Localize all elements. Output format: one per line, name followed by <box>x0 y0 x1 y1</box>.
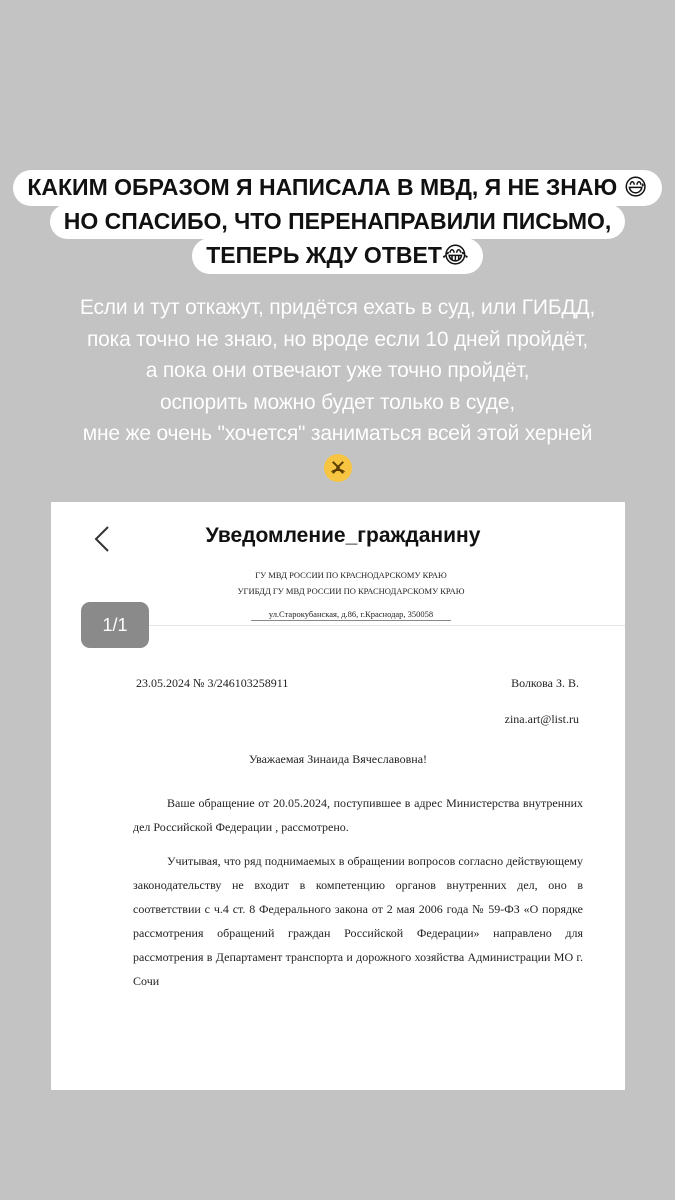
caption-line-3 <box>192 238 483 274</box>
subtext-line-1: Если и тут откажут, придётся ехать в суд, или ГИБДД, <box>79 296 596 319</box>
org-line-1: ГУ МВД РОССИИ ПО КРАСНОДАРСКОМУ КРАЮ <box>255 570 447 580</box>
greeting: Уважаемая Зинаида Вячеславовна! <box>248 752 428 766</box>
address-divider <box>251 620 451 621</box>
subtext-line-4: оспорить можно будет только в суде, <box>160 390 515 414</box>
confounded-face-emoji-icon <box>0 450 675 492</box>
sweat-smile-emoji-icon: 😅 <box>623 175 648 201</box>
laughing-tears-emoji-icon: 😂 <box>441 243 469 269</box>
story-subtext <box>0 292 675 491</box>
subtext-line-3: а пока они отвечают уже точно пройдёт, <box>145 359 530 382</box>
caption-line-1-text: КАКИМ ОБРАЗОМ Я НАПИСАЛА В МВД, Я НЕ ЗНАЮ <box>27 174 618 200</box>
document-title: Уведомление_гражданину <box>205 524 481 547</box>
story-caption <box>0 170 675 272</box>
recipient-name: Волкова З. В. <box>511 676 579 690</box>
paragraph-1: Ваше обращение от 20.05.2024, поступившее в адрес Министерства внутренних дел Российской Федерации , рассмотрено. <box>133 796 583 834</box>
subtext-line-2: пока точно не знаю, но вроде если 10 дней пройдёт, <box>86 327 589 351</box>
document-viewer <box>51 502 625 1090</box>
org-address: ул.Старокубанская, д.86, г.Краснодар, 350058 <box>268 609 434 619</box>
caption-line-3-text: ТЕПЕРЬ ЖДУ ОТВЕТ <box>206 242 442 268</box>
caption-line-2: НО СПАСИБО, ЧТО ПЕРЕНАПРАВИЛИ ПИСЬМО, <box>50 204 626 239</box>
paragraph-2: Учитывая, что ряд поднимаемых в обращении вопросов согласно действующему законодательству не входит в компетенцию органов внутренних дел, оно в соответствии с ч.4 ст. 8 Федерального закона от 2 мая 2006 года № 59-ФЗ «О порядке рассмотрения обращений граждан Российской Федерации» направлено для рассмотрения в Департамент транспорта и дорожного хозяйства Администрации МО г. Сочи <box>133 854 583 988</box>
recipient-email: zina.art@list.ru <box>504 712 579 726</box>
subtext-line-5: мне же очень "хочется" заниматься всей этой херней <box>82 422 593 445</box>
document-date-number: 23.05.2024 № 3/246103258911 <box>136 676 289 690</box>
org-line-2: УГИБДД ГУ МВД РОССИИ ПО КРАСНОДАРСКОМУ КРАЮ <box>237 586 465 596</box>
page-indicator-badge: 1/1 <box>81 602 149 648</box>
caption-line-1 <box>13 170 661 206</box>
page-divider <box>149 625 625 626</box>
